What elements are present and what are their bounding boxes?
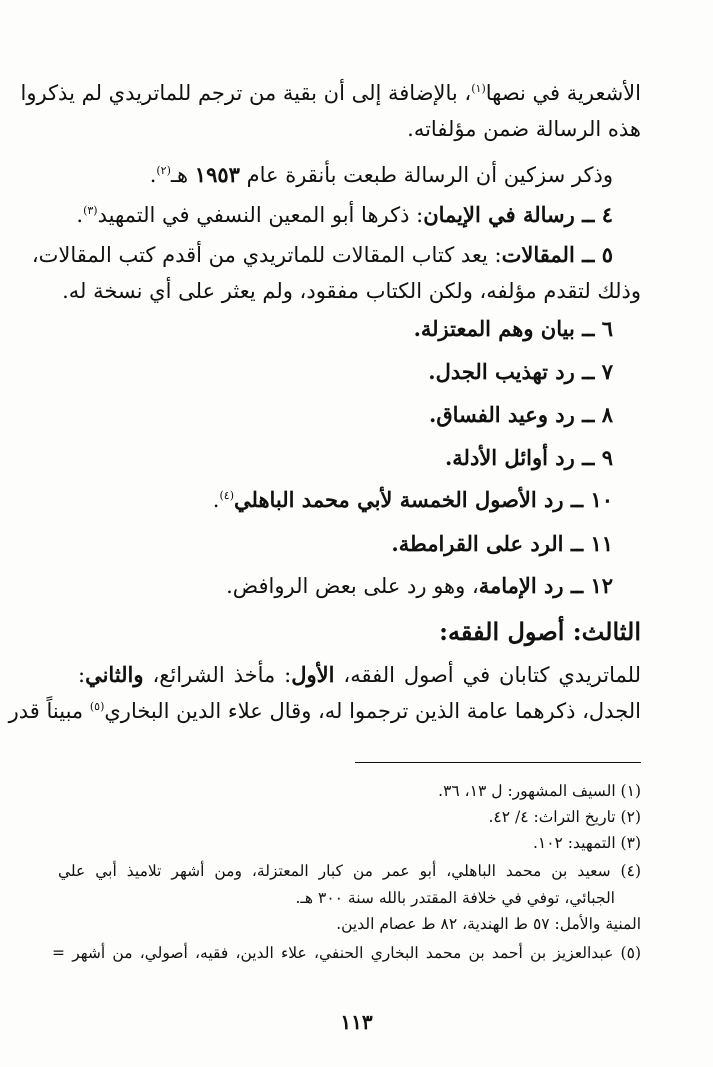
list-item-9: ٩ ــ رد أوائل الأدلة. — [444, 445, 613, 470]
list-item-5-line-1: ٥ ــ المقالات: يعد كتاب المقالات للماتريدي من أقدم كتب المقالات، — [31, 242, 613, 267]
footnote-1: (١) السيف المشهور: ل ١٣، ٣٦. — [438, 782, 641, 800]
list-item-7: ٧ ــ رد تهذيب الجدل. — [428, 359, 613, 384]
paragraph-3-line-2: الجدل، ذكرهما عامة الذين ترجموا له، وقال علاء الدين البخاري$^{(٥)}$ مبيناً قدر — [8, 699, 641, 723]
footnote-4-line-3: المنية والأمل: ٥٧ ط الهندية، ٨٢ ط عصام الدين. — [336, 915, 641, 933]
list-item-11: ١١ ــ الرد على القرامطة. — [391, 531, 613, 556]
footnote-ref-3: (٣) — [83, 204, 98, 217]
page-number: ١١٣ — [340, 1010, 373, 1034]
paragraph-2: وذكر سزكين أن الرسالة طبعت بأنقرة عام ١٩٥٣ هـ$^{(٢)}$. — [149, 162, 613, 187]
paragraph-1-line-2: هذه الرسالة ضمن مؤلفاته. — [407, 117, 641, 141]
footnote-4-line-2: الجبائي، توفي في خلافة المقتدر بالله سنة ٣٠٠ هـ. — [295, 889, 615, 907]
footnote-2: (٢) تاريخ التراث: ٤/ ٤٢. — [488, 808, 641, 826]
list-item-10: ١٠ ــ رد الأصول الخمسة لأبي محمد الباهلي$^{(٤)}$. — [212, 487, 613, 512]
list-item-6: ٦ ــ بيان وهم المعتزلة. — [413, 316, 613, 341]
footnote-divider — [355, 762, 641, 763]
footnote-ref-2: (٢) — [156, 164, 171, 177]
section-heading: الثالث: أصول الفقه: — [439, 617, 641, 646]
footnote-ref-1: (١) — [471, 82, 486, 95]
list-item-12: ١٢ ــ رد الإمامة، وهو رد على بعض الروافض. — [226, 573, 613, 598]
footnote-ref-5: (٥) — [89, 700, 105, 713]
footnote-3: (٣) التمهيد: ١٠٢. — [532, 834, 641, 852]
footnote-ref-4: (٤) — [219, 489, 234, 502]
list-item-4: ٤ ــ رسالة في الإيمان: ذكرها أبو المعين النسفي في التمهيد$^{(٣)}$. — [76, 202, 613, 227]
footnote-5: (٥) عبدالعزيز بن أحمد بن محمد البخاري الحنفي، علاء الدين، فقيه، أصولي، من أشهر = — [52, 944, 641, 962]
paragraph-1-line-1: الأشعرية في نصها$^{(١)}$، بالإضافة إلى أن بقية من ترجم للماتريدي لم يذكروا — [20, 81, 641, 105]
list-item-5-line-2: وذلك لتقدم مؤلفه، ولكن الكتاب مفقود، ولم يعثر على أي نسخة له. — [62, 279, 641, 303]
paragraph-3-line-1: للماتريدي كتابان في أصول الفقه، الأول: مأخذ الشرائع، والثاني: — [78, 662, 641, 687]
footnote-4-line-1: (٤) سعيد بن محمد الباهلي، أبو عمر من كبار المعتزلة، ومن أشهر تلاميذ أبي علي — [58, 862, 641, 880]
list-item-8: ٨ ــ رد وعيد الفساق. — [429, 402, 613, 427]
